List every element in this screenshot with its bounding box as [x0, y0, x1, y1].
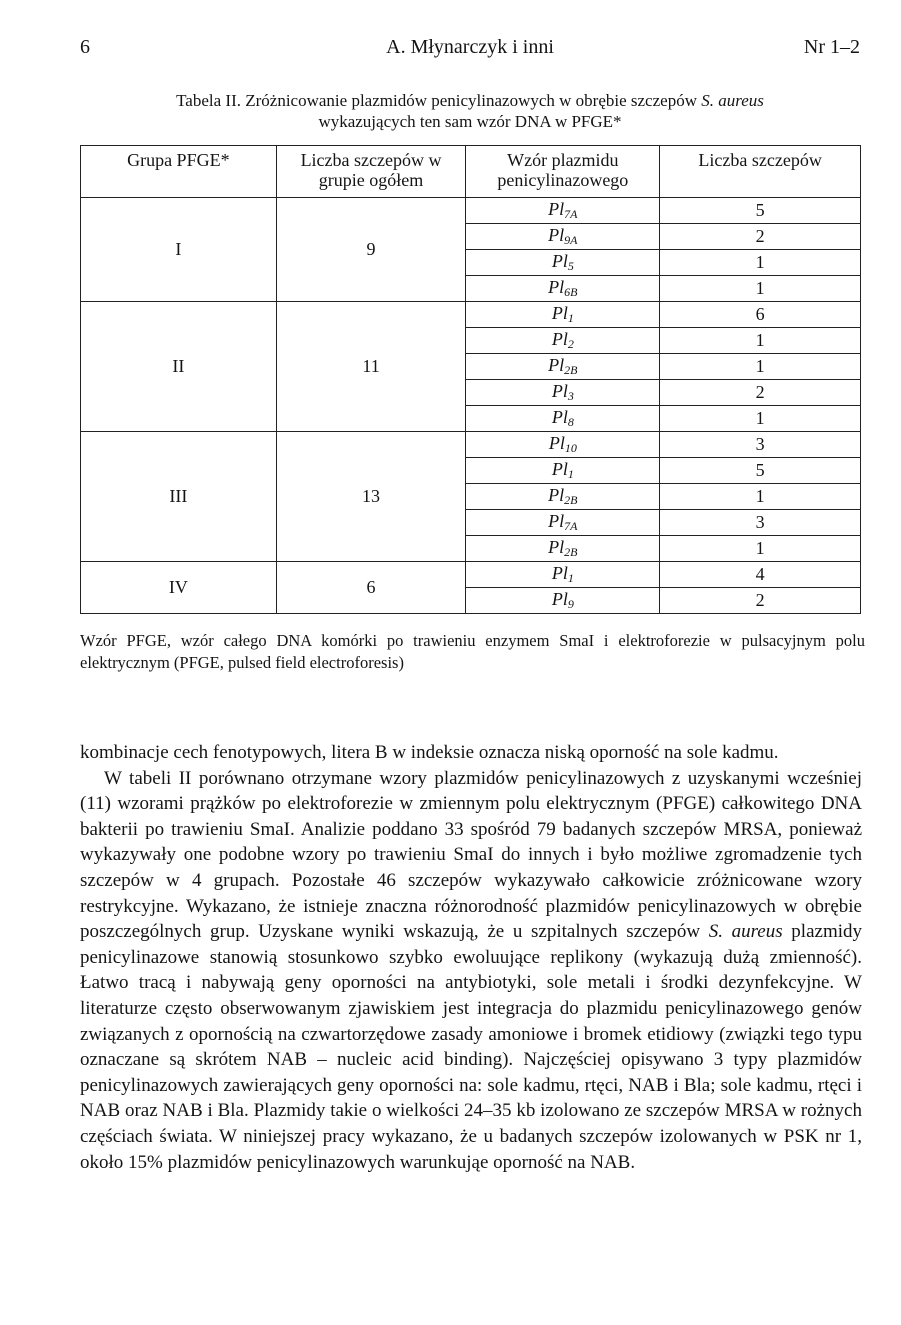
strain-count-cell: 1 — [660, 484, 861, 510]
plasmid-pattern-cell — [466, 432, 660, 458]
strain-count-cell: 3 — [660, 432, 861, 458]
plasmid-pattern-cell — [466, 562, 660, 588]
pattern-subscript: 7A — [564, 207, 578, 221]
plasmid-pattern-cell — [466, 380, 660, 406]
table-row — [81, 198, 861, 224]
pattern-subscript: 7A — [564, 519, 578, 533]
strain-count-cell: 3 — [660, 510, 861, 536]
group-total-cell: 6 — [276, 562, 466, 614]
plasmid-pattern-cell — [466, 406, 660, 432]
group-total-cell: 11 — [276, 302, 466, 432]
plasmid-pattern-cell — [466, 224, 660, 250]
plasmid-pattern-cell — [466, 536, 660, 562]
group-cell: III — [81, 432, 277, 562]
strain-count-cell: 2 — [660, 380, 861, 406]
pattern-base: Pl — [548, 433, 565, 453]
caption-species: S. aureus — [701, 91, 764, 110]
pattern-subscript: 2B — [564, 363, 578, 377]
group-total-cell: 13 — [276, 432, 466, 562]
strain-count-cell: 1 — [660, 250, 861, 276]
pattern-base: Pl — [551, 407, 568, 427]
caption-text: Tabela II. Zróżnicowanie plazmidów penicylinazowych w obrębie szczepów — [176, 91, 702, 110]
strain-count-cell: 5 — [660, 198, 861, 224]
table-header-row — [81, 146, 861, 198]
pattern-base: Pl — [548, 355, 565, 375]
strain-count-cell: 1 — [660, 354, 861, 380]
pattern-subscript: 2B — [564, 493, 578, 507]
strain-count-cell: 4 — [660, 562, 861, 588]
paragraph — [80, 766, 862, 1176]
group-cell: II — [81, 302, 277, 432]
plasmid-pattern-cell — [466, 250, 660, 276]
pattern-base: Pl — [548, 511, 565, 531]
plasmid-pattern-cell — [466, 354, 660, 380]
pattern-base: Pl — [548, 199, 565, 219]
table-row — [81, 302, 861, 328]
strain-count-cell: 1 — [660, 536, 861, 562]
pattern-base: Pl — [548, 277, 565, 297]
paragraph-text: W tabeli II porównano otrzymane wzory plazmidów penicylinazowych z uzyskanymi wcześniej (11) wzorami prążków po elektroforezie w zmiennym polu elektrycznym (PFGE) całkowitego DNA bakterii po trawieniu SmaI. Analizie poddano 33 spośród 79 badanych szczepów MRSA, ponieważ wykazywały one podobne wzory po trawieniu SmaI do innych i było możliwe zgromadzenie tych szczepów w 4 grupach. Pozostałe 46 szczepów wykazywało całkowicie zróżnicowane wzory restrykcyjne. Wykazano, że istnieje znaczna różnorodność plazmidów penicylinazowych w obrębie poszczególnych grup. Uzyskane wyniki wskazują, że u szpitalnych szczepów — [80, 767, 862, 943]
pattern-subscript: 5 — [567, 259, 574, 273]
pattern-base: Pl — [548, 485, 565, 505]
group-cell: I — [81, 198, 277, 302]
pattern-subscript: 2 — [567, 337, 574, 351]
header-total: Liczba szczepów w grupie ogółem — [276, 146, 466, 198]
body-text — [80, 740, 862, 1175]
strain-count-cell: 6 — [660, 302, 861, 328]
strain-count-cell: 1 — [660, 406, 861, 432]
header-group: Grupa PFGE* — [81, 146, 277, 198]
pattern-base: Pl — [548, 225, 565, 245]
pattern-base: Pl — [548, 537, 565, 557]
strain-count-cell: 2 — [660, 224, 861, 250]
plasmid-pattern-cell — [466, 588, 660, 614]
pattern-subscript: 1 — [567, 571, 574, 585]
strain-count-cell: 1 — [660, 276, 861, 302]
pattern-subscript: 9 — [567, 597, 574, 611]
strain-count-cell: 1 — [660, 328, 861, 354]
plasmid-pattern-cell — [466, 198, 660, 224]
pattern-subscript: 10 — [564, 441, 577, 455]
group-total-cell: 9 — [276, 198, 466, 302]
pattern-base: Pl — [551, 303, 568, 323]
group-cell: IV — [81, 562, 277, 614]
pattern-base: Pl — [551, 563, 568, 583]
header-pattern: Wzór plazmidu penicylinazowego — [466, 146, 660, 198]
paragraph-text: plazmidy penicylinazowe stanowią stosunkowo szybko ewoluujące replikony (wykazują dużą zmienność). Łatwo tracą i nabywają geny oporności na antybiotyki, sole metali i środki dezynfekcyjne. W literaturze często obserwowanym zjawiskiem jest integracja do plazmidu penicylinazowego genów związanych z opornością na czwartorzędowe zasady amoniowe i bromek etidiowy (związki tego typu oznaczane są skrótem NAB – nucleic acid binding). Najczęściej opisywano 3 typy plazmidów penicylinazowych zawierających geny oporności na: sole kadmu, rtęci, NAB i Bla; sole kadmu, rtęci i NAB oraz NAB i Bla. Plazmidy takie o wielkości 24–35 kb izolowano ze szczepów MRSA w rożnych częściach świata. W niniejszej pracy wykazano, że u badanych szczepów izolowanych w PSK nr 1, około 15% plazmidów penicylinazowych warunkująe oporność na NAB. — [80, 921, 862, 1173]
caption-line2: wykazujących ten sam wzór DNA w PFGE* — [318, 112, 622, 131]
strain-count-cell: 5 — [660, 458, 861, 484]
pattern-subscript: 1 — [567, 467, 574, 481]
pattern-subscript: 6B — [564, 285, 578, 299]
pattern-base: Pl — [551, 251, 568, 271]
plasmid-pattern-cell — [466, 328, 660, 354]
strain-count-cell: 2 — [660, 588, 861, 614]
issue-number: Nr 1–2 — [803, 36, 860, 58]
pattern-base: Pl — [551, 589, 568, 609]
table-body — [81, 198, 861, 614]
plasmid-pattern-cell — [466, 484, 660, 510]
pattern-subscript: 3 — [567, 389, 574, 403]
plasmid-pattern-cell — [466, 276, 660, 302]
page-number: 6 — [80, 36, 90, 58]
pattern-base: Pl — [551, 381, 568, 401]
pattern-subscript: 8 — [567, 415, 574, 429]
table-footnote: Wzór PFGE, wzór całego DNA komórki po trawieniu enzymem SmaI i elektroforezie w pulsacyjnym polu elektrycznym (PFGE, pulsed field electroforesis) — [80, 631, 865, 672]
paragraph: kombinacje cech fenotypowych, litera B w indeksie oznacza niską oporność na sole kadmu. — [80, 742, 779, 763]
header-count: Liczba szczepów — [660, 146, 861, 198]
pattern-subscript: 2B — [564, 545, 578, 559]
plasmid-pattern-cell — [466, 510, 660, 536]
table-caption — [80, 90, 860, 132]
running-title: A. Młynarczyk i inni — [386, 36, 554, 58]
pattern-subscript: 1 — [567, 311, 574, 325]
plasmid-table — [80, 145, 861, 614]
running-header — [80, 36, 860, 66]
plasmid-pattern-cell — [466, 458, 660, 484]
pattern-base: Pl — [551, 459, 568, 479]
table-row — [81, 562, 861, 588]
table-row — [81, 432, 861, 458]
pattern-subscript: 9A — [564, 233, 578, 247]
species-name: S. aureus — [708, 921, 783, 943]
pattern-base: Pl — [551, 329, 568, 349]
plasmid-pattern-cell — [466, 302, 660, 328]
